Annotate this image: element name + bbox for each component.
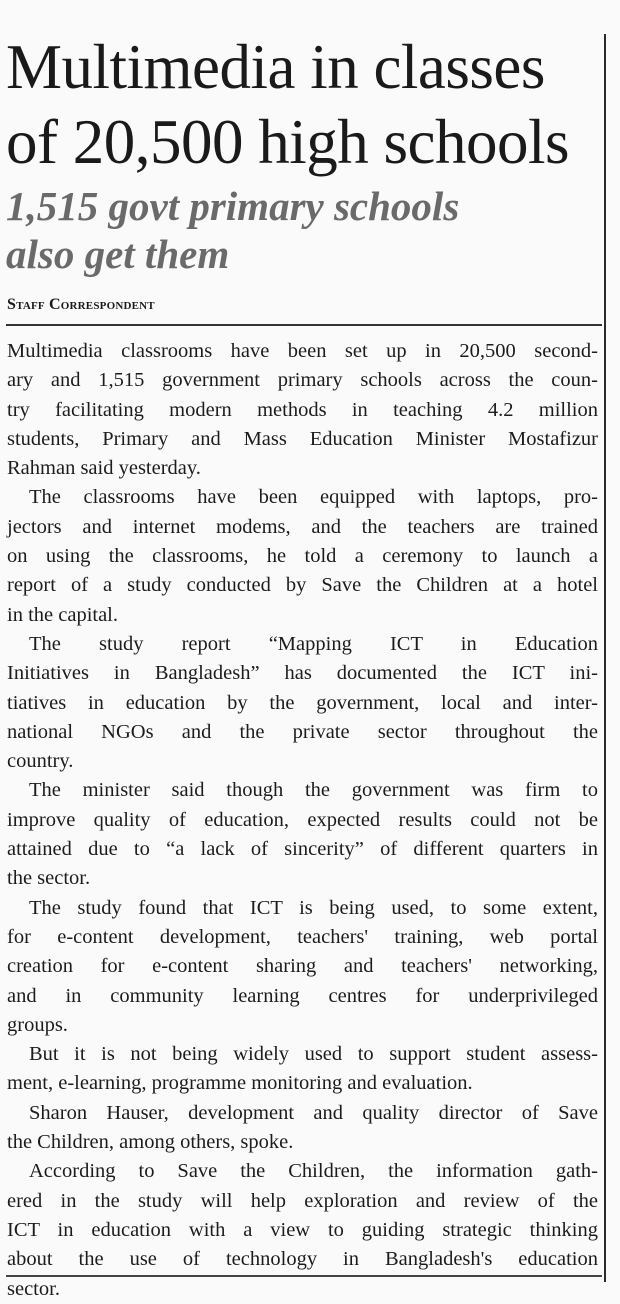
- paragraph-line: Multimedia classrooms have been set up in 20,500 second-: [7, 340, 598, 362]
- paragraph-line: report of a study conducted by Save the Children at a hotel: [7, 574, 598, 597]
- paragraph-line: According to Save the Children, the information gath-: [29, 1160, 598, 1183]
- paragraph-line: The study found that ICT is being used, to some extent,: [29, 896, 598, 919]
- paragraph-line: in the capital.: [7, 603, 118, 626]
- paragraph-line: tiatives in education by the government, local and inter-: [7, 691, 598, 714]
- paragraph-line: Sharon Hauser, development and quality director of Save: [29, 1101, 598, 1124]
- subheadline-line: also get them: [6, 231, 230, 277]
- paragraph-line: But it is not being widely used to support student assess-: [29, 1043, 598, 1066]
- article-paragraph: [7, 894, 598, 1040]
- byline: Staff Correspondent: [7, 296, 155, 313]
- paragraph-line: country.: [7, 750, 74, 773]
- column-divider: [604, 34, 606, 1282]
- paragraph-line: the Children, among others, spoke.: [7, 1131, 294, 1154]
- headline-line: Multimedia in classes: [6, 32, 545, 102]
- article-paragraph: [7, 776, 598, 893]
- headline: [6, 30, 606, 180]
- paragraph-line: on using the classrooms, he told a ceremony to launch a: [7, 545, 598, 568]
- paragraph-line: attained due to “a lack of sincerity” of different quarters in: [7, 838, 598, 861]
- paragraph-line: The minister said though the government was firm to: [29, 779, 598, 802]
- paragraph-line: try facilitating modern methods in teaching 4.2 million: [7, 398, 598, 421]
- paragraph-line: ICT in education with a view to guiding strategic thinking: [7, 1218, 598, 1241]
- paragraph-line: about the use of technology in Bangladesh's education: [7, 1248, 598, 1271]
- article-paragraph: [7, 337, 598, 483]
- paragraph-line: national NGOs and the private sector throughout the: [7, 720, 598, 743]
- article-paragraph: [7, 1099, 598, 1158]
- paragraph-line: jectors and internet modems, and the teachers are trained: [7, 515, 598, 538]
- paragraph-line: the sector.: [7, 867, 91, 890]
- article-paragraph: [7, 630, 598, 776]
- paragraph-line: and in community learning centres for underprivileged: [7, 984, 598, 1007]
- paragraph-line: The classrooms have been equipped with laptops, pro-: [29, 486, 598, 509]
- paragraph-line: ered in the study will help exploration and review of the: [7, 1189, 598, 1212]
- headline-line: of 20,500 high schools: [6, 107, 569, 177]
- paragraph-line: Rahman said yesterday.: [7, 457, 201, 480]
- paragraph-line: ary and 1,515 government primary schools across the coun-: [7, 369, 598, 392]
- paragraph-line: sector.: [7, 1277, 60, 1300]
- paragraph-line: students, Primary and Mass Education Minister Mostafizur: [7, 427, 598, 450]
- paragraph-line: The study report “Mapping ICT in Education: [29, 632, 598, 655]
- paragraph-line: for e-content development, teachers' training, web portal: [7, 925, 598, 948]
- paragraph-line: ment, e-learning, programme monitoring and evaluation.: [7, 1072, 473, 1095]
- article-paragraph: [7, 483, 598, 629]
- subheadline: [6, 182, 596, 278]
- paragraph-line: creation for e-content sharing and teachers' networking,: [7, 955, 598, 978]
- paragraph-line: groups.: [7, 1013, 68, 1036]
- article-paragraph: [7, 1040, 598, 1099]
- paragraph-line: Initiatives in Bangladesh” has documented the ICT ini-: [7, 662, 598, 685]
- subheadline-line: 1,515 govt primary schools: [6, 183, 460, 229]
- byline-rule: [6, 324, 602, 326]
- article-body: [7, 337, 598, 1304]
- bottom-rule: [6, 1275, 602, 1277]
- paragraph-line: improve quality of education, expected results could not be: [7, 808, 598, 831]
